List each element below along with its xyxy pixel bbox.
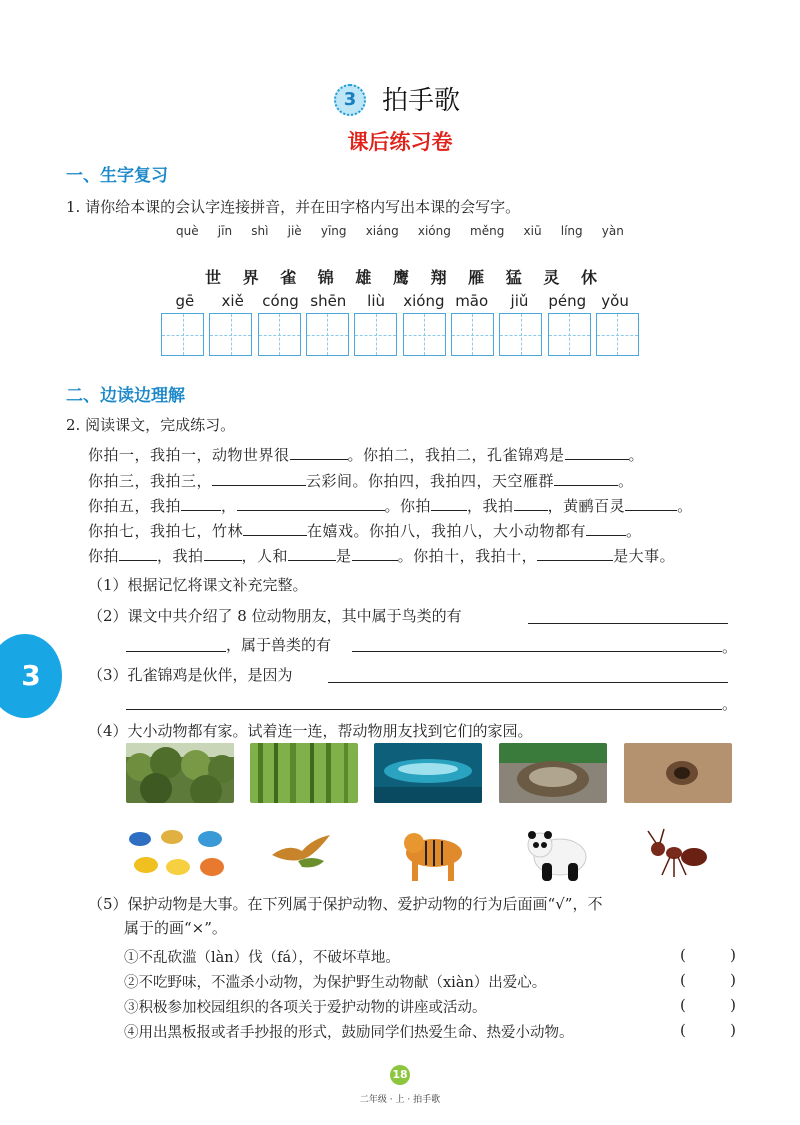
answer-line[interactable] [352, 650, 722, 652]
page-number: 18 [390, 1065, 410, 1085]
section-heading-1: 一、生字复习 [66, 166, 168, 186]
passage-line-4: 你拍七，我拍七，竹林 在嬉戏。你拍八，我拍八，大小动物都有 。 [88, 522, 642, 540]
ocean-photo[interactable] [374, 743, 482, 803]
fill-blank[interactable] [537, 546, 613, 561]
fill-blank[interactable] [586, 521, 626, 536]
tianzige-box[interactable] [258, 313, 301, 356]
answer-line[interactable] [528, 622, 728, 624]
fill-blank[interactable] [237, 496, 385, 511]
fill-blank[interactable] [554, 471, 618, 486]
sub-question-5-cont: 属于的画“×”。 [124, 919, 227, 937]
passage-line-2: 你拍三，我拍三， 云彩间。你拍四，我拍四，天空雁群 。 [88, 472, 634, 490]
bird-icon[interactable] [268, 825, 336, 877]
tianzige-box[interactable] [306, 313, 349, 356]
writing-pinyin: péng [548, 292, 587, 310]
sub-question-2-cont: ，属于兽类的有 [226, 636, 332, 654]
pinyin-item[interactable]: jīn [217, 224, 233, 238]
forest-photo[interactable] [126, 743, 234, 803]
writing-pinyin: xióng [403, 292, 445, 310]
pinyin-item[interactable]: què [176, 224, 199, 238]
statement-item-1: ①不乱砍滥（làn）伐（fá），不破坏草地。 [124, 950, 400, 966]
pinyin-item[interactable]: xiáng [365, 224, 399, 238]
answer-parentheses[interactable]: ( ) [680, 1021, 736, 1039]
fill-blank[interactable] [290, 445, 348, 460]
character-item[interactable]: 翔 [430, 268, 447, 287]
character-item[interactable]: 灵 [543, 268, 560, 287]
page-title: 拍手歌 [382, 86, 461, 116]
writing-pinyin: māo [455, 292, 489, 310]
sub-question-1: （1）根据记忆将课文补充完整。 [88, 576, 308, 594]
fill-blank[interactable] [181, 496, 221, 511]
fill-blank[interactable] [243, 521, 307, 536]
question-1: 1. 请你给本课的会认字连接拼音，并在田字格内写出本课的会写字。 [66, 198, 521, 216]
character-item[interactable]: 雀 [280, 268, 297, 287]
fill-blank[interactable] [204, 546, 242, 561]
answer-parentheses[interactable]: ( ) [680, 971, 736, 989]
fill-blank[interactable] [514, 496, 548, 511]
writing-pinyin: cóng [262, 292, 299, 310]
footer-label: 二年级 · 上 · 拍手歌 [359, 1095, 441, 1105]
tianzige-box[interactable] [451, 313, 494, 356]
statement-item-4: ④用出黑板报或者手抄报的形式，鼓励同学们热爱生命、热爱小动物。 [124, 1025, 574, 1041]
character-row [205, 265, 597, 288]
burrow-photo[interactable] [624, 743, 732, 803]
fish-icon[interactable] [126, 825, 230, 883]
sub-question-4: （4）大小动物都有家。试着连一连，帮动物朋友找到它们的家园。 [88, 722, 533, 740]
pinyin-item[interactable]: xiū [523, 224, 542, 238]
tianzige-box[interactable] [548, 313, 591, 356]
character-item[interactable]: 雁 [468, 268, 485, 287]
writing-pinyin-row [161, 292, 639, 310]
tianzige-box[interactable] [209, 313, 252, 356]
nest-photo[interactable] [499, 743, 607, 803]
question-2: 2. 阅读课文，完成练习。 [66, 416, 236, 434]
character-item[interactable]: 锦 [317, 268, 334, 287]
writing-pinyin: xiě [221, 292, 244, 310]
pinyin-item[interactable]: shì [251, 224, 269, 238]
pinyin-item[interactable]: jiè [287, 224, 302, 238]
ant-icon[interactable] [646, 825, 710, 883]
answer-line[interactable] [328, 681, 728, 683]
passage-line-3: 你拍五，我拍 ， 。你拍 ，我拍 ，黄鹂百灵 。 [88, 497, 693, 515]
lesson-number-badge: 3 [334, 84, 366, 116]
tiger-icon[interactable] [402, 825, 466, 883]
writing-pinyin: liù [367, 292, 385, 310]
fill-blank[interactable] [288, 546, 336, 561]
statement-item-3: ③积极参加校园组织的各项关于爱护动物的讲座或活动。 [124, 1000, 487, 1016]
character-item[interactable]: 猛 [505, 268, 522, 287]
answer-parentheses[interactable]: ( ) [680, 946, 736, 964]
pinyin-item[interactable]: xióng [417, 224, 451, 238]
page-subtitle: 课后练习卷 [347, 129, 453, 154]
tianzige-box[interactable] [354, 313, 397, 356]
bamboo-photo[interactable] [250, 743, 358, 803]
statement-item-2: ②不吃野味，不滥杀小动物，为保护野生动物献（xiàn）出爱心。 [124, 975, 547, 991]
pinyin-item[interactable]: líng [560, 224, 583, 238]
character-item[interactable]: 界 [242, 268, 259, 287]
tianzige-box[interactable] [499, 313, 542, 356]
panda-icon[interactable] [526, 825, 590, 883]
answer-line[interactable] [126, 708, 722, 710]
character-item[interactable]: 世 [205, 268, 222, 287]
sub-question-5: （5）保护动物是大事。在下列属于保护动物、爱护动物的行为后面画“√”，不 [88, 895, 603, 913]
fill-blank[interactable] [431, 496, 467, 511]
character-item[interactable]: 鹰 [392, 268, 409, 287]
fill-blank[interactable] [565, 445, 629, 460]
sub-question-3: （3）孔雀锦鸡是伙伴，是因为 [88, 666, 293, 684]
pinyin-item[interactable]: yīng [320, 224, 347, 238]
writing-pinyin: gē [175, 292, 195, 310]
fill-blank[interactable] [119, 546, 157, 561]
character-item[interactable]: 休 [580, 268, 597, 287]
tianzige-box[interactable] [596, 313, 639, 356]
answer-parentheses[interactable]: ( ) [680, 996, 736, 1014]
writing-pinyin: jiǔ [510, 292, 529, 310]
period-mark: 。 [722, 695, 738, 713]
pinyin-item[interactable]: měng [470, 224, 505, 238]
period-mark: 。 [722, 638, 738, 656]
sub-question-2: （2）课文中共介绍了 8 位动物朋友，其中属于鸟类的有 [88, 607, 462, 625]
tianzige-box[interactable] [161, 313, 204, 356]
fill-blank[interactable] [212, 471, 306, 486]
section-heading-2: 二、边读边理解 [66, 386, 185, 406]
passage-line-1: 你拍一，我拍一，动物世界很 。你拍二，我拍二，孔雀锦鸡是 。 [88, 446, 645, 464]
fill-blank[interactable] [625, 496, 677, 511]
tianzige-grid-row [161, 313, 639, 356]
writing-pinyin: shēn [310, 292, 347, 310]
pinyin-item[interactable]: yàn [601, 224, 624, 238]
side-lesson-tab: 3 [0, 634, 62, 718]
answer-line[interactable] [126, 650, 226, 652]
pinyin-row [176, 224, 624, 238]
passage-line-5: 你拍 ，我拍 ，人和 是 。你拍十，我拍十， 是大事。 [88, 547, 676, 565]
character-item[interactable]: 雄 [355, 268, 372, 287]
writing-pinyin: yǒu [601, 292, 629, 310]
fill-blank[interactable] [352, 546, 398, 561]
tianzige-box[interactable] [403, 313, 446, 356]
